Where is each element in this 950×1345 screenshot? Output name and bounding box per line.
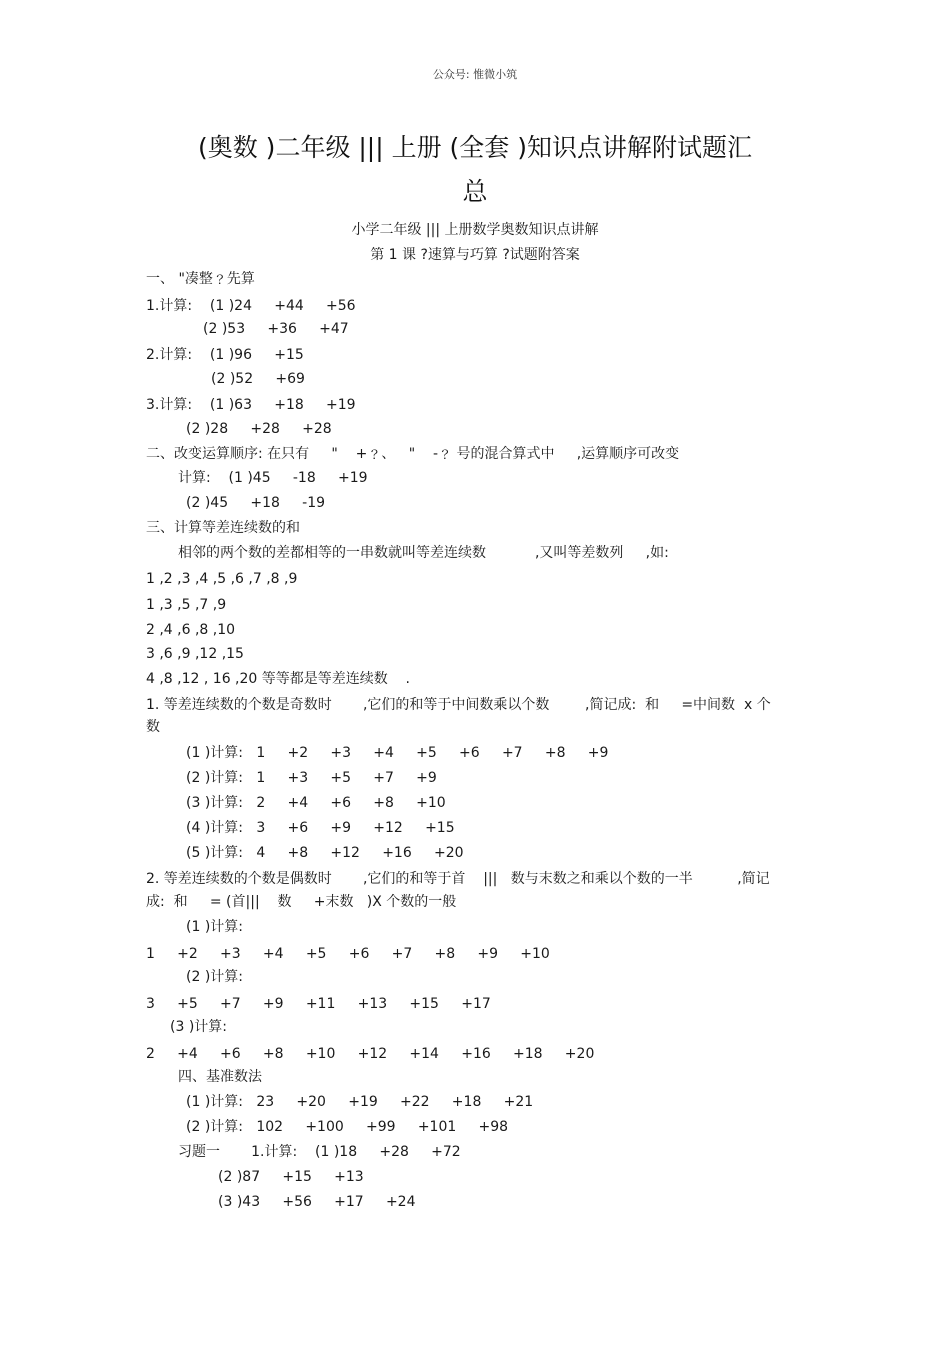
exercise-line: (2 )计算: [186, 969, 243, 985]
section-heading-3: 三、计算等差连续数的和 [146, 520, 300, 536]
exercise-line: (5 )计算: 4 +8 +12 +16 +20 [186, 845, 464, 861]
document-title-line-1: (奥数 )二年级 ||| 上册 (全套 )知识点讲解附试题汇 [197, 133, 753, 162]
exercise-line: 2 +4 +6 +8 +10 +12 +14 +16 +18 +20 [146, 1046, 595, 1062]
document-title [150, 126, 800, 214]
exercise-line: (1 )计算: [186, 919, 243, 935]
paragraph-line: 2. 等差连续数的个数是偶数时 ,它们的和等于首 ||| 数与末数之和乘以个数的一半 ,简记 [146, 871, 770, 887]
sequence-example: 2 ,4 ,6 ,8 ,10 [146, 622, 236, 638]
sequence-example: 3 ,6 ,9 ,12 ,15 [146, 646, 244, 662]
subtitle-lesson: 第 1 课 ?速算与巧算 ?试题附答案 [370, 247, 580, 263]
exercise-line: (2 )计算: 1 +3 +5 +7 +9 [186, 770, 437, 786]
sequence-example: 1 ,2 ,3 ,4 ,5 ,6 ,7 ,8 ,9 [146, 571, 298, 587]
sequence-example: 1 ,3 ,5 ,7 ,9 [146, 597, 227, 613]
exercise-line: 计算: (1 )45 -18 +19 [178, 470, 368, 486]
exercise-line: (2 )计算: 102 +100 +99 +101 +98 [186, 1119, 509, 1135]
exercise-line: 3 +5 +7 +9 +11 +13 +15 +17 [146, 996, 491, 1012]
exercise-line: 1.计算: (1 )24 +44 +56 [146, 298, 356, 314]
exercise-line: (3 )计算: 2 +4 +6 +8 +10 [186, 795, 446, 811]
exercise-line: (2 )45 +18 -19 [186, 495, 326, 511]
exercise-line: 习题一 1.计算: (1 )18 +28 +72 [178, 1144, 461, 1160]
document-title-line-2: 总 [462, 177, 488, 206]
sequence-example: 4 ,8 ,12 , 16 ,20 等等都是等差连续数 . [146, 671, 411, 687]
paragraph-line: 成: 和 = (首||| 数 +末数 )X 个数的一般 [146, 894, 457, 910]
page-header: 公众号: 惟微小筑 [432, 68, 518, 81]
exercise-line: (2 )53 +36 +47 [203, 321, 349, 337]
exercise-line: 3.计算: (1 )63 +18 +19 [146, 397, 356, 413]
exercise-line: (2 )28 +28 +28 [186, 421, 332, 437]
exercise-line: (2 )52 +69 [211, 371, 305, 387]
paragraph-line: 1. 等差连续数的个数是奇数时 ,它们的和等于中间数乘以个数 ,简记成: 和 =中间数 x 个 [146, 697, 771, 713]
section-heading-1: 一、 "凑整﹖先算 [146, 271, 255, 287]
section-heading-4: 四、基准数法 [178, 1069, 262, 1085]
section-heading-2: 二、改变运算顺序: 在只有 " +﹖、 " -﹖ 号的混合算式中 ,运算顺序可改变 [146, 446, 680, 462]
exercise-line: (1 )计算: 23 +20 +19 +22 +18 +21 [186, 1094, 534, 1110]
paragraph-line: 相邻的两个数的差都相等的一串数就叫等差连续数 ,又叫等差数列 ,如: [178, 545, 669, 561]
subtitle-course: 小学二年级 ||| 上册数学奥数知识点讲解 [351, 222, 599, 238]
paragraph-line: 数 [146, 719, 160, 735]
exercise-line: (3 )计算: [170, 1019, 227, 1035]
exercise-line: (1 )计算: 1 +2 +3 +4 +5 +6 +7 +8 +9 [186, 745, 609, 761]
exercise-line: 2.计算: (1 )96 +15 [146, 347, 304, 363]
exercise-line: (3 )43 +56 +17 +24 [218, 1194, 416, 1210]
exercise-line: (4 )计算: 3 +6 +9 +12 +15 [186, 820, 455, 836]
exercise-line: (2 )87 +15 +13 [218, 1169, 364, 1185]
exercise-line: 1 +2 +3 +4 +5 +6 +7 +8 +9 +10 [146, 946, 550, 962]
